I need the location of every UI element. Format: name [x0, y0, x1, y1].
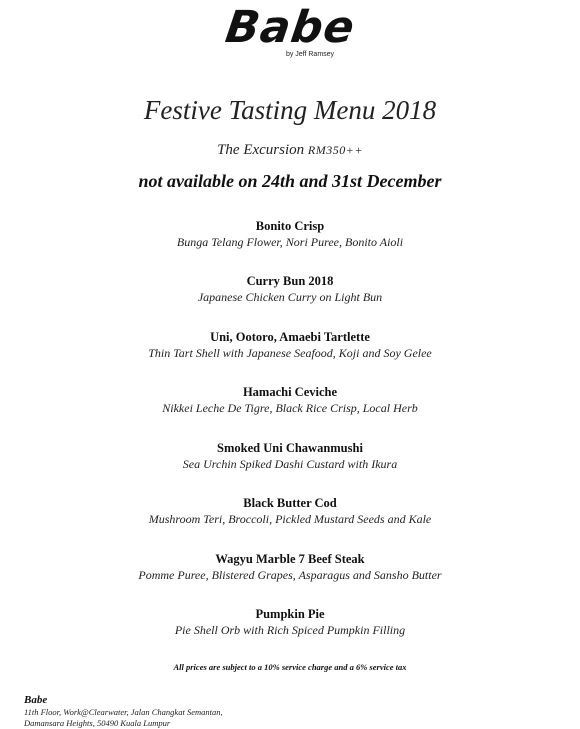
- logo-byline: by Jeff Ramsey: [285, 51, 335, 58]
- address-line: 11th Floor, Work@Clearwater, Jalan Changkat Semantan,: [24, 707, 223, 717]
- course-name: Smoked Uni Chawanmushi: [217, 441, 363, 455]
- course-description: Bunga Telang Flower, Nori Puree, Bonito Aioli: [176, 235, 404, 249]
- course-name: Wagyu Marble 7 Beef Steak: [215, 552, 365, 566]
- course-description: Pie Shell Orb with Rich Spiced Pumpkin Filling: [174, 623, 406, 637]
- course-item: [0, 273, 580, 305]
- course-name: Hamachi Ceviche: [242, 385, 338, 399]
- course-description: Thin Tart Shell with Japanese Seafood, Koji and Soy Gelee: [148, 346, 432, 360]
- course-item: [0, 551, 580, 583]
- course-description: Pomme Puree, Blistered Grapes, Asparagus and Sansho Butter: [138, 568, 442, 582]
- course-item: [0, 329, 580, 361]
- course-name: Black Butter Cod: [243, 496, 337, 510]
- course-name: Pumpkin Pie: [255, 607, 325, 621]
- course-item: [0, 495, 580, 527]
- course-item: [0, 440, 580, 472]
- menu-title: Festive Tasting Menu 2018: [143, 95, 437, 125]
- course-item: [0, 606, 580, 638]
- course-description: Sea Urchin Spiked Dashi Custard with Ikura: [182, 457, 398, 471]
- menu-price: RM350++: [307, 143, 363, 157]
- address-line: Damansara Heights, 50490 Kuala Lumpur: [24, 718, 171, 728]
- course-description: Japanese Chicken Curry on Light Bun: [197, 290, 383, 304]
- course-item: [0, 384, 580, 416]
- availability-notice: not available on 24th and 31st December: [138, 171, 442, 191]
- course-item: [0, 218, 580, 250]
- course-name: Curry Bun 2018: [246, 274, 334, 288]
- menu-name: The Excursion: [217, 142, 305, 158]
- course-name: Bonito Crisp: [255, 219, 325, 233]
- course-name: Uni, Ootoro, Amaebi Tartlette: [210, 330, 370, 344]
- logo-wordmark: Babe: [222, 2, 358, 53]
- course-description: Mushroom Teri, Broccoli, Pickled Mustard Seeds and Kale: [148, 512, 432, 526]
- brand-logo: [0, 4, 580, 52]
- address-name: Babe: [24, 694, 48, 706]
- service-charge-note: All prices are subject to a 10% service charge and a 6% service tax: [173, 662, 407, 672]
- menu-subtitle: [0, 142, 580, 159]
- course-description: Nikkei Leche De Tigre, Black Rice Crisp, Local Herb: [162, 401, 418, 415]
